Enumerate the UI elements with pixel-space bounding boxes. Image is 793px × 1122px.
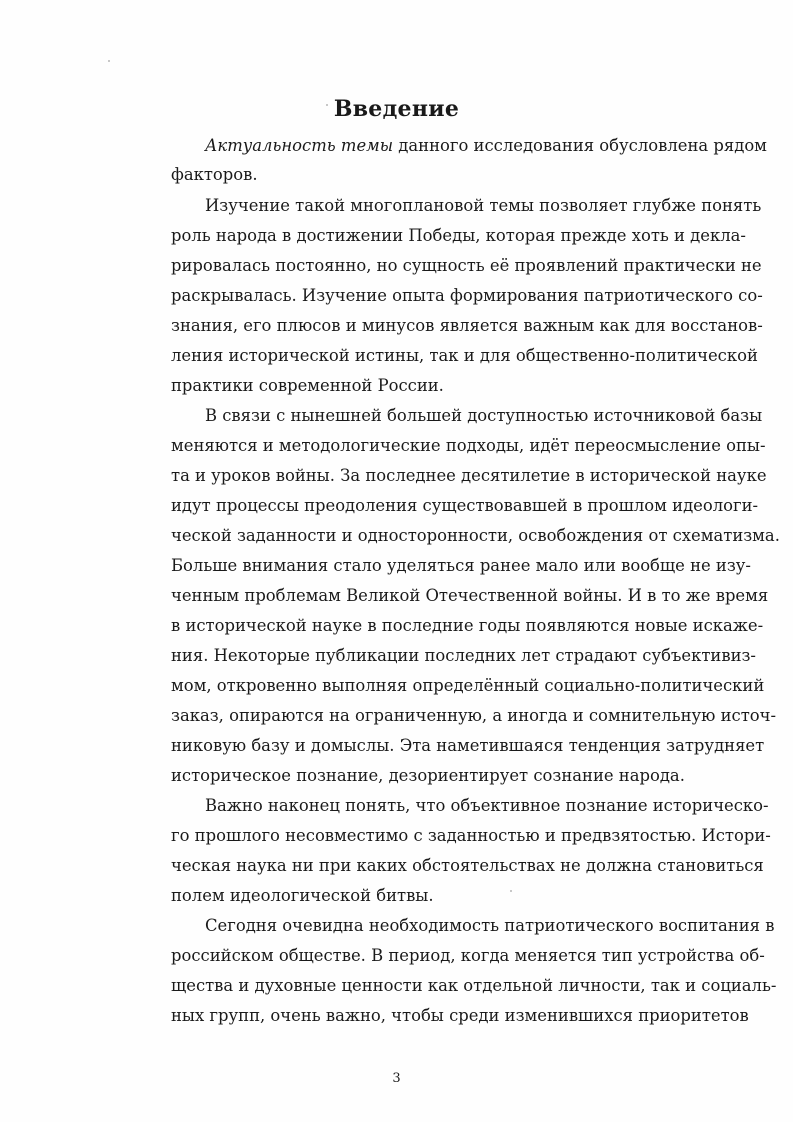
text-line: го прошлого несовместимо с заданностью и предвзятостью. Истори-	[171, 826, 771, 845]
text-line: ческая наука ни при каких обстоятельствах не должна становиться	[171, 856, 764, 875]
text-line: историческое познание, дезориентирует сознание народа.	[171, 766, 685, 785]
text-line: идут процессы преодоления существовавшей в прошлом идеологи-	[171, 496, 759, 515]
text-line: никовую базу и домыслы. Эта наметившаяся тенденция затрудняет	[171, 736, 765, 755]
text-line: заказ, опираются на ограниченную, а иногда и сомнительную источ-	[171, 706, 777, 725]
text-line: мом, откровенно выполняя определённый социально-политический	[171, 676, 765, 695]
text-line: факторов.	[171, 165, 258, 184]
text-line: полем идеологической битвы.	[171, 886, 434, 905]
text-line: В связи с нынешней большей доступностью источниковой базы	[205, 406, 763, 425]
text-line: меняются и методологические подходы, идёт переосмысление опы-	[171, 436, 766, 455]
text-line	[205, 136, 767, 156]
text-line: ния. Некоторые публикации последних лет страдают субъективиз-	[171, 646, 756, 665]
text-line: ных групп, очень важно, чтобы среди изменившихся приоритетов	[171, 1006, 749, 1025]
text-line: ления исторической истины, так и для общественно-политической	[171, 346, 758, 365]
text-line: Изучение такой многоплановой темы позволяет глубже понять	[205, 196, 762, 215]
text-line: роль народа в достижении Победы, которая прежде хоть и декла-	[171, 226, 746, 245]
text-line: Важно наконец понять, что объективное познание историческо-	[205, 796, 769, 815]
text-line: российском обществе. В период, когда меняется тип устройства об-	[171, 946, 765, 965]
text-line: ченным проблемам Великой Отечественной войны. И в то же время	[171, 586, 769, 605]
text-line: раскрывалась. Изучение опыта формирования патриотического со-	[171, 286, 763, 305]
text-line: практики современной России.	[171, 376, 444, 395]
text-line: знания, его плюсов и минусов является важным как для восстанов-	[171, 316, 763, 335]
text-line: та и уроков войны. За последнее десятилетие в исторической науке	[171, 466, 767, 485]
scan-speck	[108, 60, 110, 62]
text-line: в исторической науке в последние годы появляются новые искаже-	[171, 616, 764, 635]
text-line: Больше внимания стало уделяться ранее мало или вообще не изу-	[171, 556, 751, 575]
text-line: рировалась постоянно, но сущность её проявлений практически не	[171, 256, 762, 275]
page-number: 3	[392, 1071, 401, 1086]
text-line: Сегодня очевидна необходимость патриотического воспитания в	[205, 916, 775, 935]
line-text: данного исследования обусловлена рядом	[393, 136, 767, 155]
emphasized-term: Актуальность темы	[205, 136, 394, 155]
page-title: Введение	[333, 96, 460, 122]
text-line: ческой заданности и односторонности, освобождения от схематизма.	[171, 526, 780, 545]
text-line: щества и духовные ценности как отдельной личности, так и социаль-	[171, 976, 777, 995]
